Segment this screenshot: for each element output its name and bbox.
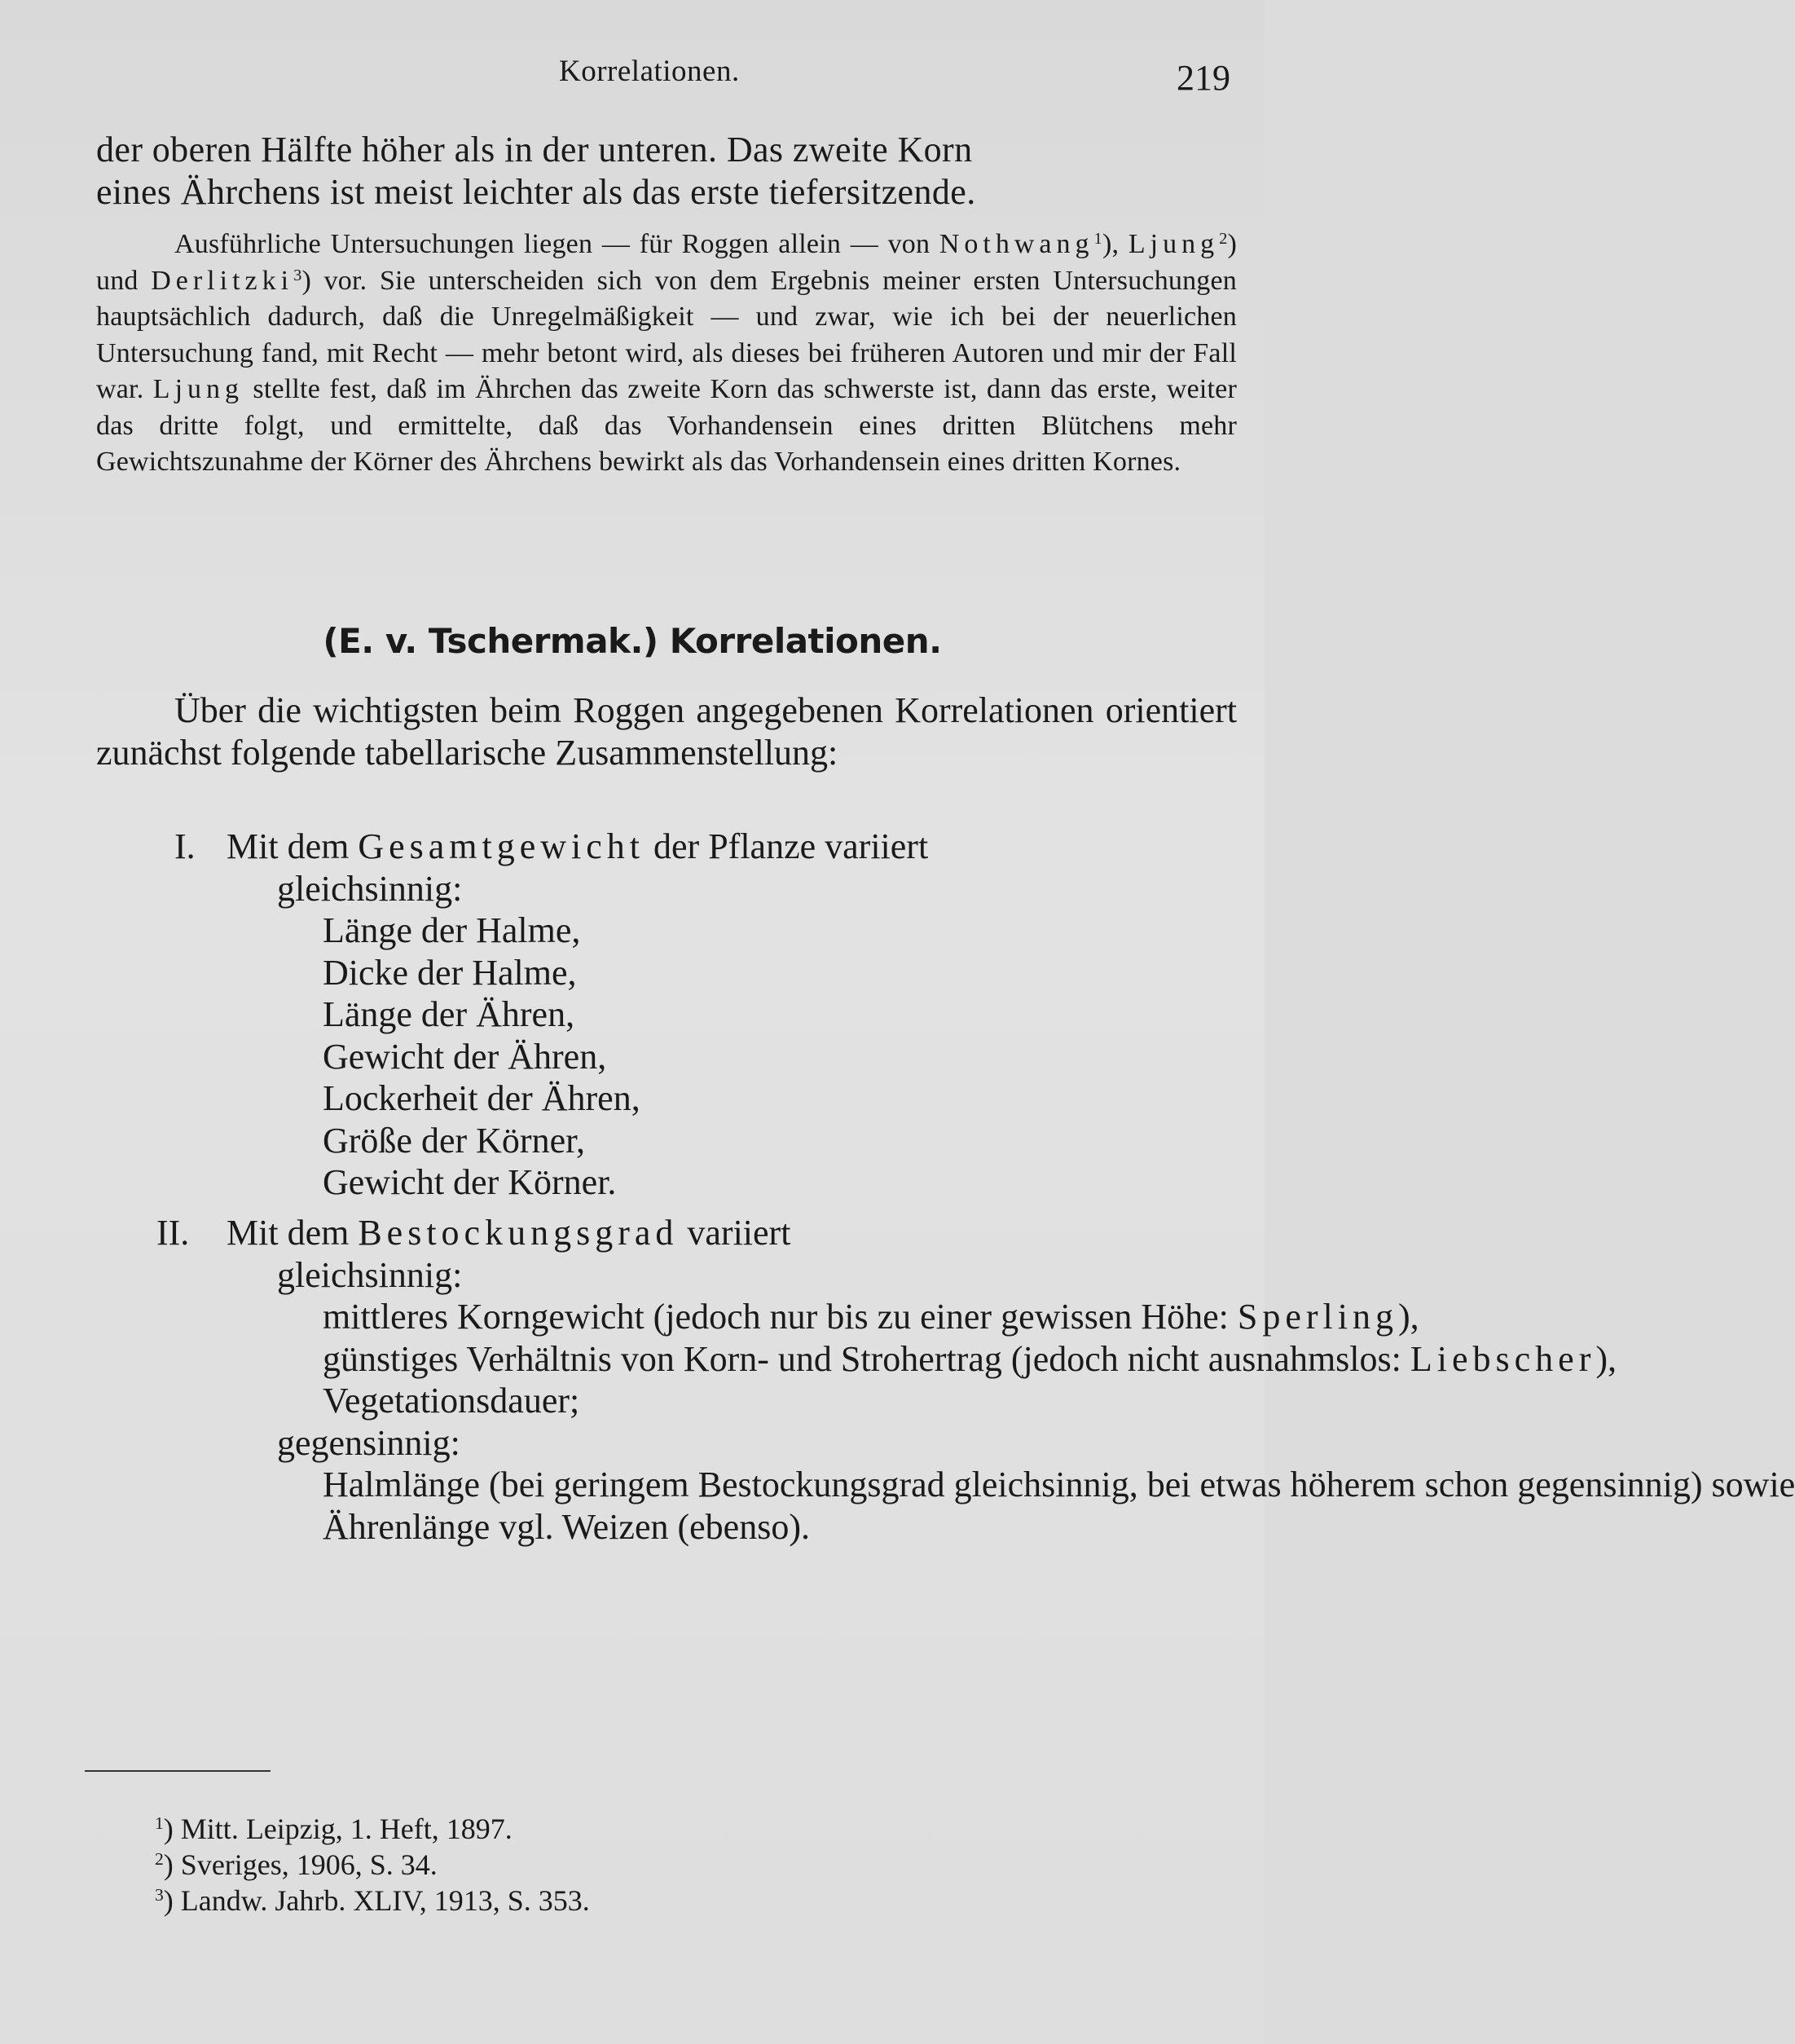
small-print-text: Ausführliche Untersuchungen liegen — für Roggen allein — von Nothwang$^1$), Ljung$^2$) und Derlitzki$^3$) vor. Sie unterscheiden sich von dem Ergebnis meiner ersten Untersuchungen hauptsächlich dadurch, daß die Unregelmäßigkeit — und zwar, wie ich bei der neuerlichen Untersuchung fand, mit Recht — mehr betont wird, als dieses bei früheren Autoren und mir der Fall war. Ljung stellte fest, daß im Ährchen das zweite Korn das schwerste ist, dann das erste, weiter das dritte folgt, und ermittelte, daß das Vorhandensein eines dritten Blütchens mehr Gewichtszunahme der Körner des Ährchens bewirkt als das Vorhandensein eines dritten Kornes. (96, 229, 1238, 477)
author-name: Ljung (152, 374, 244, 404)
footnote: $^3$) Landw. Jahrb. XLIV, 1913, S. 353. (155, 1884, 590, 1917)
list-item: Länge der Ähren, (323, 994, 575, 1034)
list-item: Ährenlänge vgl. Weizen (ebenso). (323, 1506, 810, 1547)
list-heading: II. Mit dem Bestockungsgrad variiert (156, 1213, 791, 1253)
keyword: Bestockungsgrad (358, 1213, 679, 1253)
intro-line: der oberen Hälfte höher als in der unteren. Das zweite Korn (96, 130, 973, 170)
footnote-text: Mitt. Leipzig, 1. Heft, 1897. (180, 1813, 513, 1845)
list-item: Vegetationsdauer; (323, 1381, 580, 1421)
author-name: Nothwang (939, 229, 1094, 259)
list-label: gleichsinnig: (277, 1254, 463, 1295)
list-item: mittleres Korngewicht (jedoch nur bis zu einer gewissen Höhe: Sperling), (323, 1297, 1419, 1337)
footnote: $^1$) Mitt. Leipzig, 1. Heft, 1897. (155, 1813, 513, 1845)
footnote-ref: 1 (1093, 229, 1102, 248)
page-number: 219 (1177, 58, 1230, 98)
author-name: Ljung (1128, 229, 1220, 259)
section-intro-paragraph (96, 689, 1237, 773)
running-header: Korrelationen. (559, 55, 740, 88)
list-label: gegensinnig: (277, 1422, 460, 1463)
author-name: Sperling (1237, 1297, 1399, 1337)
footnote-ref: 2 (1219, 229, 1228, 248)
section-intro-text: Über die wichtigsten beim Roggen angegebenen Korrelationen orientiert zunächst folgende tabellarische Zusammenstellung: (96, 690, 1237, 773)
list-item: günstiges Verhältnis von Korn- und Strohertrag (jedoch nicht ausnahmslos: Liebscher), (323, 1338, 1617, 1379)
correlation-list-2 (96, 1212, 1795, 1548)
list-item: Länge der Halme, (323, 910, 581, 950)
footnote-mark: 2 (155, 1849, 164, 1870)
list-item: Größe der Körner, (323, 1120, 585, 1161)
footnote-ref: 3 (293, 266, 302, 284)
footnote-mark: 3 (155, 1885, 164, 1905)
footnote-divider (85, 1770, 271, 1772)
intro-line: eines Ährchens ist meist leichter als das erste tiefersitzende. (96, 172, 976, 212)
list-item: Halmlänge (bei geringem Bestockungsgrad gleichsinnig, bei etwas höherem schon gegensinnig) sowie (323, 1465, 1795, 1504)
list-label: gleichsinnig: (277, 868, 463, 909)
list-numeral: I. (174, 826, 196, 866)
list-item: Gewicht der Körner. (323, 1162, 617, 1202)
footnote: $^2$) Sveriges, 1906, S. 34. (155, 1848, 438, 1881)
list-heading: I. Mit dem Gesamtgewicht der Pflanze variiert (174, 826, 929, 866)
list-numeral: II. (156, 1213, 190, 1253)
keyword: Gesamtgewicht (358, 826, 645, 866)
author-name: Liebscher (1410, 1338, 1596, 1379)
footnote-mark: 1 (155, 1813, 164, 1834)
footnote-text: Sveriges, 1906, S. 34. (180, 1848, 438, 1881)
correlation-list-1 (96, 826, 1237, 1204)
intro-paragraph (96, 129, 1237, 214)
list-item: Lockerheit der Ähren, (323, 1078, 640, 1118)
footnotes (155, 1811, 590, 1918)
author-name: Derlitzki (151, 265, 294, 296)
list-item: Dicke der Halme, (323, 952, 577, 993)
small-print-paragraph (96, 227, 1237, 481)
list-item: Gewicht der Ähren, (323, 1036, 607, 1077)
footnote-text: Landw. Jahrb. XLIV, 1913, S. 353. (180, 1884, 590, 1917)
section-heading: (E. v. Tschermak.) Korrelationen. (323, 621, 942, 661)
